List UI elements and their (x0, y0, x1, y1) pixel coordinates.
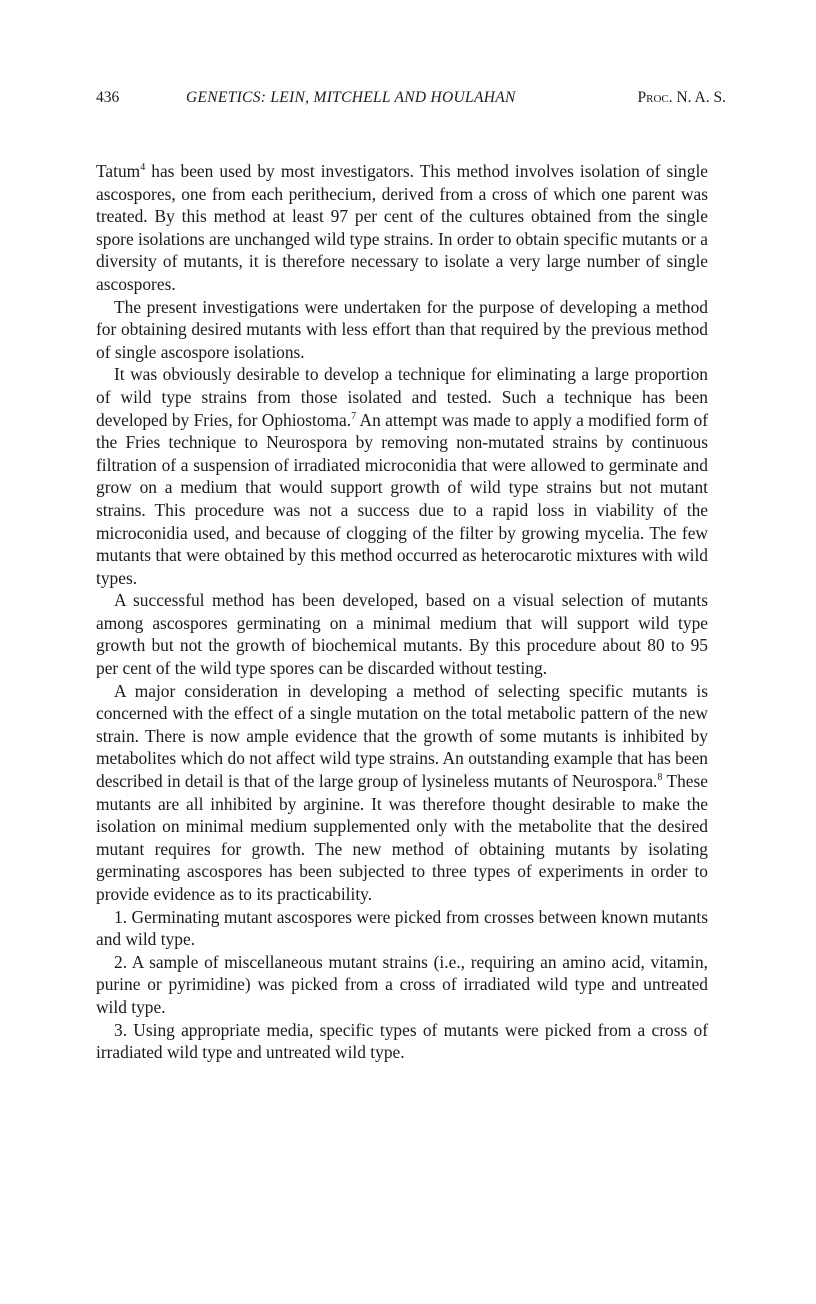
page-number: 436 (96, 89, 120, 106)
footnote-ref: 8 (657, 772, 663, 784)
running-header (96, 89, 726, 113)
paragraph: Tatum$^4$ has been used by most investigators. This method involves isolation of single ascospores, one from each perithecium, derived from a cross of which one parent was treated. By this method at least 97 per cent of the cultures obtained from the single spore isolations are unchanged wild type strains. In order to obtain specific mutants or a diversity of mutants, it is therefore necessary to isolate a very large number of single ascospores. (96, 161, 708, 294)
running-title: GENETICS: LEIN, MITCHELL AND HOULAHAN (186, 89, 516, 106)
footnote-ref: 7 (351, 410, 357, 422)
footnote-ref: 4 (140, 162, 146, 173)
list-item: 2. A sample of miscellaneous mutant strains (i.e., requiring an amino acid, vitamin, purine or pyrimidine) was picked from a cross of irradiated wild type and untreated wild type. (96, 951, 708, 1017)
list-item: 1. Germinating mutant ascospores were picked from crosses between known mutants and wild type. (96, 906, 708, 950)
paragraph: A successful method has been developed, based on a visual selection of mutants among ascospores germinating on a minimal medium that will support wild type growth but not the growth of biochemical mutants. By this procedure about 80 to 95 per cent of the wild type spores can be discarded without testing. (96, 590, 708, 679)
body-text (96, 160, 708, 1064)
list-item: 3. Using appropriate media, specific types of mutants were picked from a cross of irradiated wild type and untreated wild type. (96, 1019, 708, 1063)
paragraph: A major consideration in developing a method of selecting specific mutants is concerned with the effect of a single mutation on the total metabolic pattern of the new strain. There is now ample evidence that the growth of some mutants is inhibited by metabolites which do not affect wild type strains. An outstanding example that has been described in detail is that of the large group of lysineless mutants of Neurospora.$^8$ These mutants are all inhibited by arginine. It was therefore thought desirable to make the isolation on minimal medium supplemented only with the metabolite that the desired mutant requires for growth. The new method of obtaining mutants by isolating germinating ascospores has been subjected to three types of experiments in order to provide evidence as to its practicability. (96, 680, 709, 904)
paragraph: It was obviously desirable to develop a technique for eliminating a large proportion of wild type strains from those isolated and tested. Such a technique has been developed by Fries, for Ophiostoma.$^7$ An attempt was made to apply a modified form of the Fries technique to Neurospora by removing non-mutated strains by continuous filtration of a suspension of irradiated microconidia that were allowed to germinate and grow on a medium that would support growth of wild type strains but not mutant strains. This procedure was not a success due to a rapid loss in viability of the microconidia used, and because of clogging of the filter by growing mycelia. The few mutants that were obtained by this method occurred as heterocarotic mixtures with wild types. (96, 364, 708, 588)
journal-name: Proc. N. A. S. (637, 89, 726, 106)
paragraph: The present investigations were undertaken for the purpose of developing a method for obtaining desired mutants with less effort than that required by the previous method of single ascospore isolations. (96, 296, 708, 362)
